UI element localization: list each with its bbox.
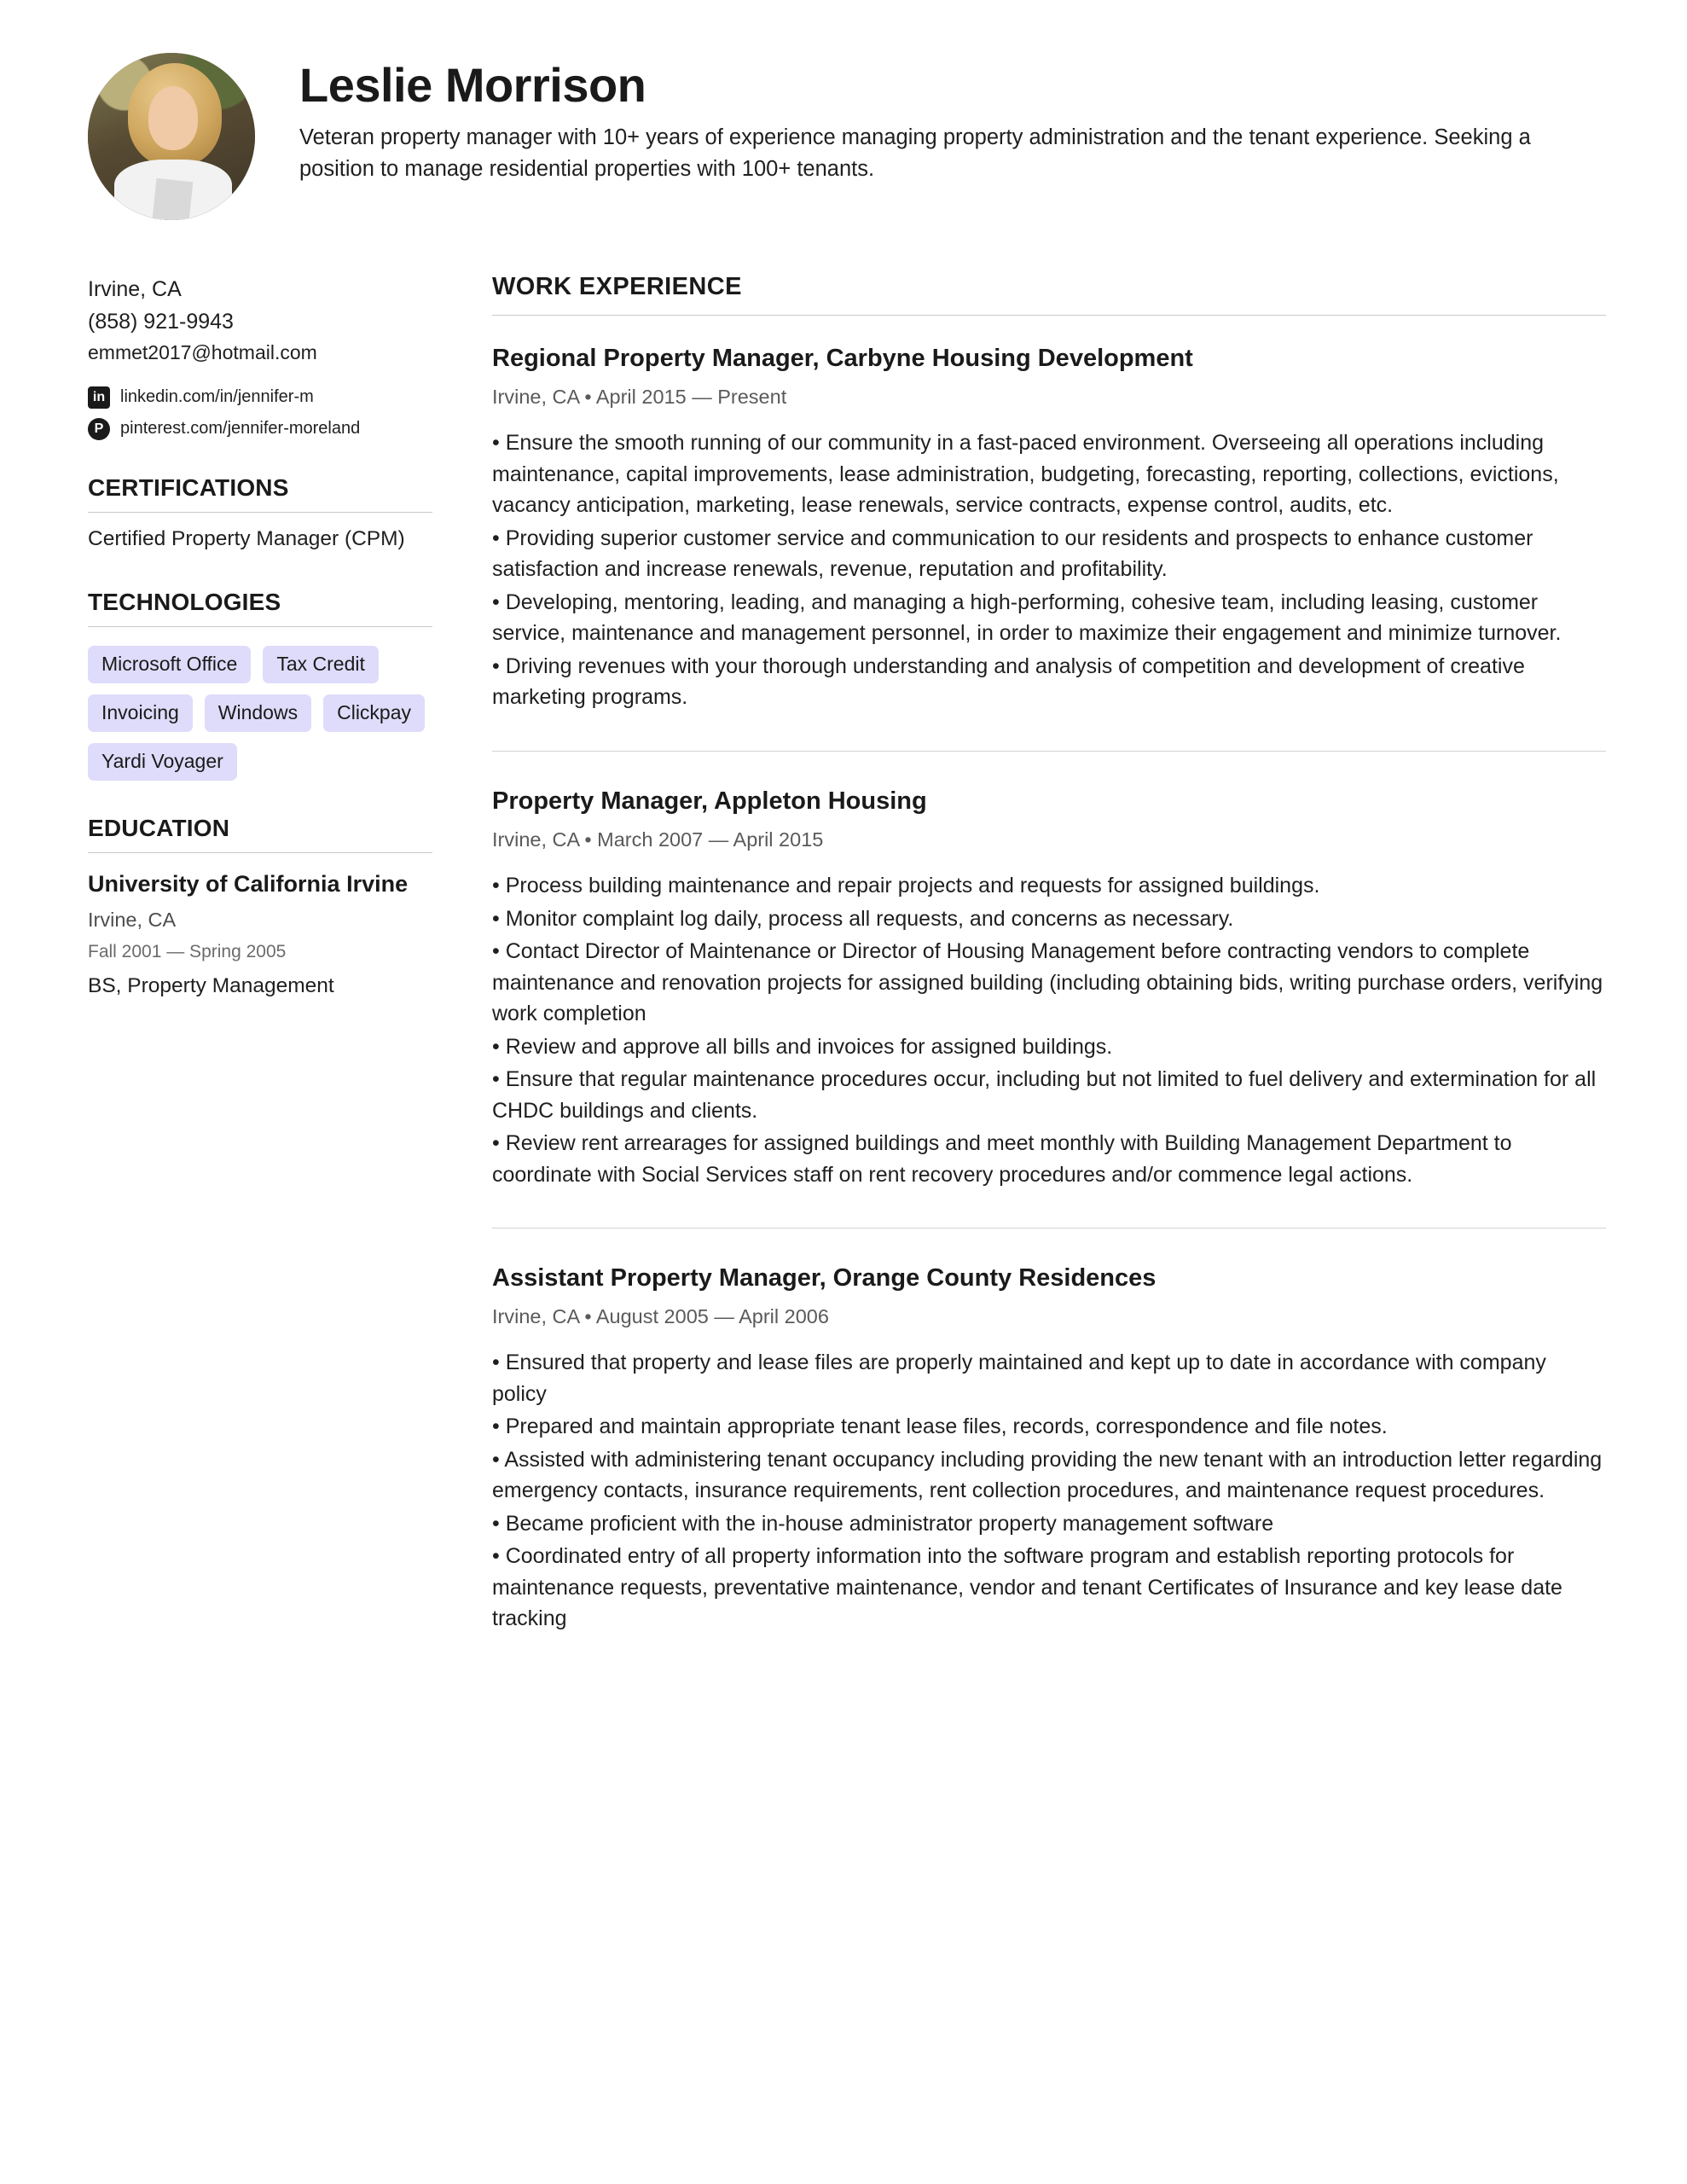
main-content (492, 273, 1606, 1648)
technology-tag: Microsoft Office (88, 646, 251, 683)
job-bullet: • Monitor complaint log daily, process all requests, and concerns as necessary. (492, 906, 1234, 931)
section-heading-certifications: CERTIFICATIONS (88, 474, 432, 513)
resume-body (81, 273, 1606, 1648)
certification-item: Certified Property Manager (CPM) (88, 526, 405, 550)
job-bullets (492, 427, 1606, 713)
job-bullet: • Driving revenues with your thorough understanding and analysis of competition and development of creative marketing programs. (492, 653, 1525, 710)
social-link-pinterest[interactable] (88, 418, 432, 440)
job-bullet: • Ensure that regular maintenance procedures occur, including but not limited to fuel delivery and extermination for all CHDC buildings and clients. (492, 1067, 1597, 1123)
job-bullet: • Ensure the smooth running of our community in a fast-paced environment. Overseeing all operations including maintenance, capital improvements, lease administration, budgeting, forecasting, reporting, collections, evictions, vacancy anticipation, marketing, lease renewals, service contracts, expense control, audits, etc. (492, 431, 1559, 518)
technology-tag: Windows (205, 694, 311, 732)
avatar-collar (153, 178, 194, 220)
page-title: Leslie Morrison (299, 58, 646, 112)
technology-tag: Yardi Voyager (88, 743, 237, 781)
pinterest-icon: P (88, 418, 110, 440)
job-bullet: • Coordinated entry of all property information into the software program and establish reporting protocols for maintenance requests, preventative maintenance, vendor and tenant Certificates of Insurance and key lease date tracking (492, 1544, 1562, 1631)
job-bullets (492, 1347, 1606, 1635)
resume-header (81, 53, 1606, 220)
education-school: University of California Irvine (88, 870, 409, 897)
job-bullet: • Contact Director of Maintenance or Director of Housing Management before contracting vendors to complete maintenance and renovation projects for assigned building (including obtaining bids, writing purchase orders, verifying work completion (492, 939, 1603, 1025)
technology-tag: Clickpay (323, 694, 425, 732)
job-bullets (492, 870, 1606, 1190)
job-bullet: • Became proficient with the in-house administrator property management software (492, 1511, 1274, 1536)
job-entry (492, 786, 1606, 1190)
education-dates: Fall 2001 — Spring 2005 (88, 942, 287, 962)
header-text (299, 53, 1587, 185)
section-heading-technologies: TECHNOLOGIES (88, 589, 432, 627)
section-heading-education: EDUCATION (88, 815, 432, 853)
section-heading-work-experience: WORK EXPERIENCE (492, 273, 1606, 316)
job-title: Property Manager, Appleton Housing (492, 787, 927, 815)
education-degree: BS, Property Management (88, 974, 334, 998)
job-title: Assistant Property Manager, Orange County Residences (492, 1264, 1157, 1292)
avatar-face (148, 86, 199, 149)
job-bullet: • Assisted with administering tenant occupancy including providing the new tenant with an introduction letter regarding emergency contacts, insurance requirements, rent collection procedures, and maintenance request procedures. (492, 1447, 1603, 1503)
contact-location: Irvine, CA (88, 277, 182, 301)
job-meta: Irvine, CA • August 2005 — April 2006 (492, 1305, 829, 1328)
technology-tag: Tax Credit (263, 646, 379, 683)
job-entry (492, 1263, 1606, 1635)
job-bullet: • Prepared and maintain appropriate tenant lease files, records, correspondence and file notes. (492, 1414, 1388, 1439)
job-bullet: • Providing superior customer service and communication to our residents and prospects to enhance customer satisfaction and increase renewals, revenue, reputation and profitability. (492, 526, 1533, 582)
job-entry (492, 343, 1606, 713)
sidebar (81, 273, 432, 1648)
education-location: Irvine, CA (88, 909, 177, 932)
social-link-label: pinterest.com/jennifer-moreland (120, 419, 361, 439)
job-bullet: • Review rent arrearages for assigned buildings and meet monthly with Building Management Department to coordinate with Social Services staff on rent recovery procedures and/or commence legal actions. (492, 1131, 1512, 1187)
social-links (88, 386, 432, 440)
social-link-linkedin[interactable] (88, 386, 432, 409)
job-bullet: • Process building maintenance and repair projects and requests for assigned buildings. (492, 874, 1320, 897)
job-bullet: • Developing, mentoring, leading, and managing a high-performing, cohesive team, including leasing, customer service, maintenance and management personnel, in order to maximize their engagement and minimize turnover. (492, 590, 1562, 646)
contact-phone: (858) 921-9943 (88, 310, 234, 334)
job-bullet: • Review and approve all bills and invoices for assigned buildings. (492, 1034, 1113, 1059)
technology-tag-list (88, 646, 429, 781)
job-bullet: • Ensured that property and lease files are properly maintained and kept up to date in accordance with company policy (492, 1350, 1546, 1406)
social-link-label: linkedin.com/in/jennifer-m (120, 387, 314, 407)
job-title: Regional Property Manager, Carbyne Housing Development (492, 345, 1193, 372)
job-meta: Irvine, CA • April 2015 — Present (492, 386, 787, 409)
avatar (88, 53, 255, 220)
contact-email[interactable]: emmet2017@hotmail.com (88, 341, 317, 363)
linkedin-icon: in (88, 386, 110, 409)
technology-tag: Invoicing (88, 694, 193, 732)
profile-summary: Veteran property manager with 10+ years of experience managing property administration and the tenant experience. Seeking a position to manage residential properties with 100+ tenants. (299, 125, 1531, 182)
divider (492, 751, 1606, 752)
job-meta: Irvine, CA • March 2007 — April 2015 (492, 828, 824, 851)
